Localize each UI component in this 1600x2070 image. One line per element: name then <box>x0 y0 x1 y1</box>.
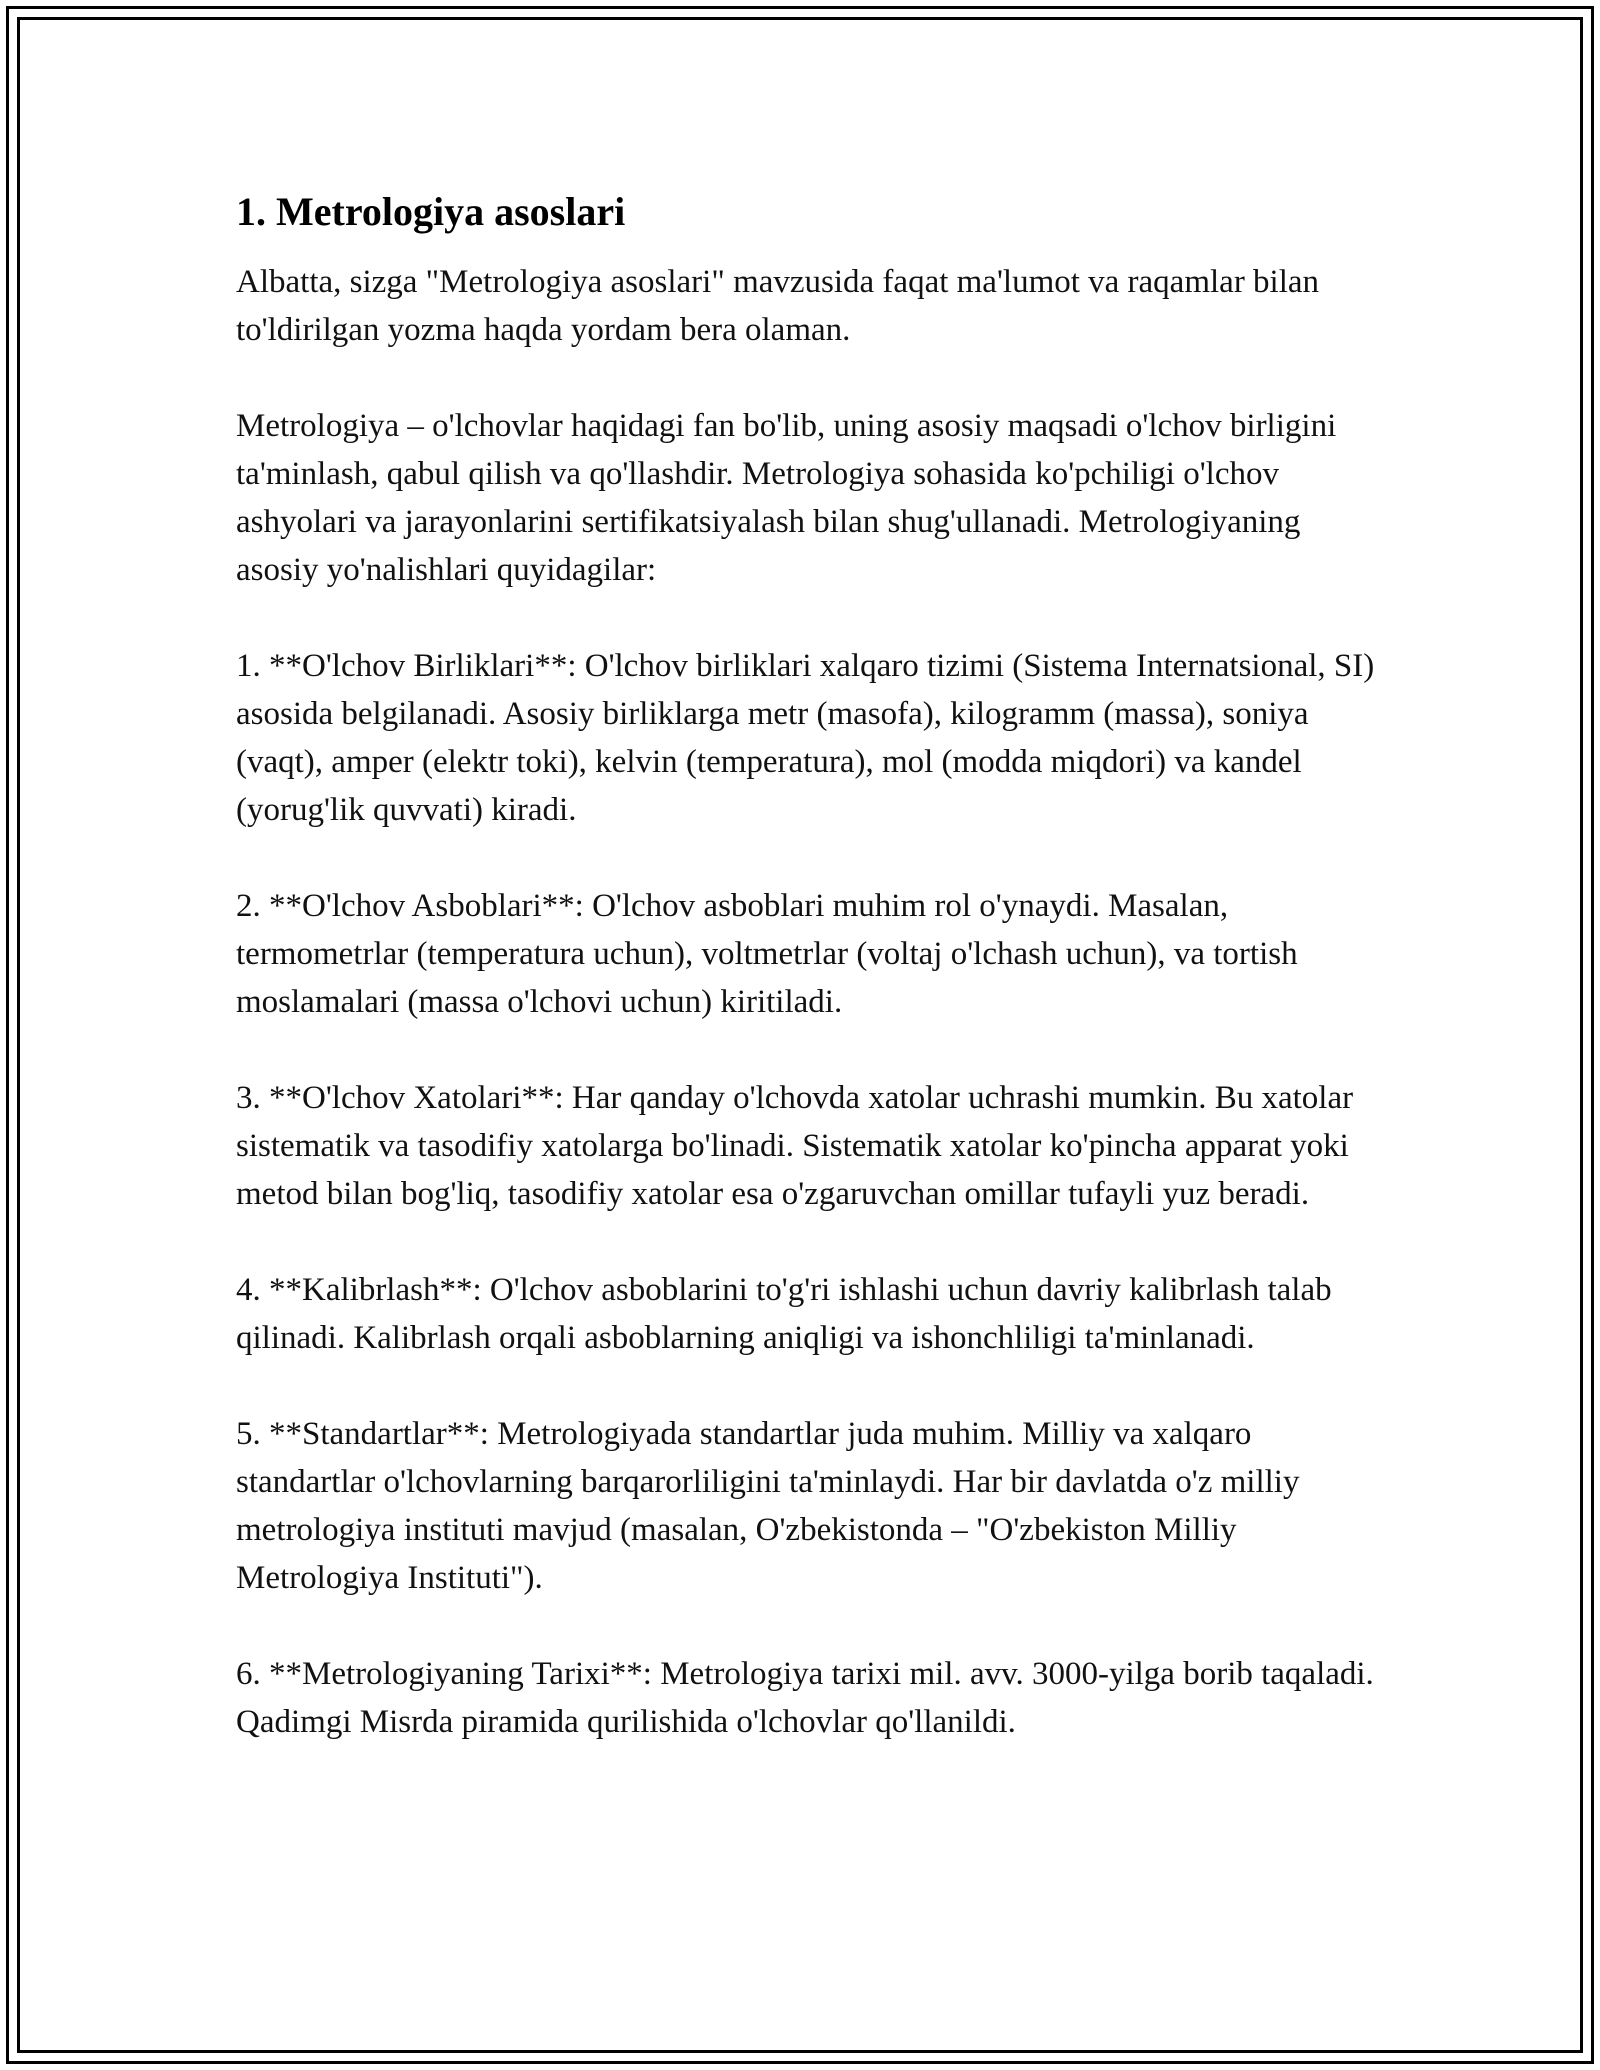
list-item-history: 6. **Metrologiyaning Tarixi**: Metrologiya tarixi mil. avv. 3000-yilga borib taqaladi. Qadimgi Misrda piramida qurilishida o'lchovlar qo'llanildi. <box>236 1656 1374 1740</box>
list-item-units: 1. **O'lchov Birliklari**: O'lchov birliklari xalqaro tizimi (Sistema Internatsional, SI) asosida belgilanadi. Asosiy birliklarga metr (masofa), kilogramm (massa), soniya (vaqt), amper (elektr toki), kelvin (temperatura), mol (modda miqdori) va kandel (yorug'lik quvvati) kiradi. <box>236 648 1375 828</box>
list-item-calibration: 4. **Kalibrlash**: O'lchov asboblarini to'g'ri ishlashi uchun davriy kalibrlash talab qilinadi. Kalibrlash orqali asboblarning aniqligi va ishonchliligi ta'minlanadi. <box>236 1272 1332 1356</box>
list-item-errors: 3. **O'lchov Xatolari**: Har qanday o'lchovda xatolar uchrashi mumkin. Bu xatolar sistematik va tasodifiy xatolarga bo'linadi. Sistematik xatolar ko'pincha apparat yoki metod bilan bog'liq, tasodifiy xatolar esa o'zgaruvchan omillar tufayli yuz beradi. <box>236 1080 1354 1212</box>
document-body <box>236 186 1376 1746</box>
intro-paragraph: Albatta, sizga "Metrologiya asoslari" mavzusida faqat ma'lumot va raqamlar bilan to'ldirilgan yozma haqda yordam bera olaman. <box>236 264 1320 348</box>
list-item-instruments: 2. **O'lchov Asboblari**: O'lchov asboblari muhim rol o'ynaydi. Masalan, termometrlar (temperatura uchun), voltmetrlar (voltaj o'lchash uchun), va tortish moslamalari (massa o'lchovi uchun) kiritiladi. <box>236 888 1298 1020</box>
section-heading: 1. Metrologiya asoslari <box>236 189 626 234</box>
list-item-standards: 5. **Standartlar**: Metrologiyada standartlar juda muhim. Milliy va xalqaro standartlar o'lchovlarning barqarorliligini ta'minlaydi. Har bir davlatda o'z milliy metrologiya instituti mavjud (masalan, O'zbekistonda – "O'zbekiston Milliy Metrologiya Instituti"). <box>236 1416 1300 1596</box>
definition-paragraph: Metrologiya – o'lchovlar haqidagi fan bo'lib, uning asosiy maqsadi o'lchov birligini ta'minlash, qabul qilish va qo'llashdir. Metrologiya sohasida ko'pchiligi o'lchov ashyolari va jarayonlarini sertifikatsiyalash bilan shug'ullanadi. Metrologiyaning asosiy yo'nalishlari quyidagilar: <box>236 408 1337 588</box>
